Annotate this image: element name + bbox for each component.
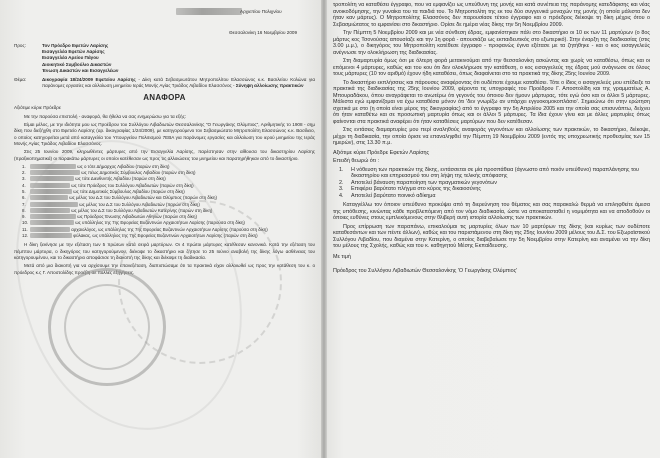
subject-block <box>14 77 315 89</box>
list-number: 2. <box>339 179 344 186</box>
body-paragraph: τροπολίτη να καταθέσει έγγραφο, που να εμφανίζει ως υπεύθυνη της μονής και κατά συνέπεια της παράνομης κατεδάφισης και νέας ανοικοδόμησης, την γυναίκα του τα παιδιά του. Το Μητροπολίτη της εκ του δύο συγγενικά μοναχών της μονής (η οποία μάλιστα δεν ήταν καν μάρτυς). Ο Μητροπολίτης Ελασσόνος δεν παρουσίασε τέτοιο έγγραφο και ο πρόεδρος διέκοψε τη δίκη μέχρις ότου ο Σεβασμιώτατος το εμφανίσει στο δικαστήριο. Ορίσε δε ημέρα νέας δίκης την 5η Νοεμβρίου 2009. <box>333 2 650 28</box>
list-item <box>339 186 650 193</box>
list-number: 12. <box>22 233 29 239</box>
document-heading: ΑΝΑΦΟΡΑ <box>143 93 186 103</box>
list-text: ως μέλος του Δ.Σ του Συλλόγου Λιβαδιωτών και Ολύμπιος (παρών στη δίκη) <box>69 195 217 201</box>
letter-date: Θεσσαλονίκη 16 Νοεμβρίου 2009 <box>229 30 297 35</box>
subject-label: Θέμα: <box>14 77 27 83</box>
body-paragraph: Καταγγέλλω τον όποιον υπεύθυνο προκύψει από τη διερεύνηση του θέματος και σας παρακαλώ θερμά να επιληφθείτε άμεσα της υπόθεσης, κινώντας κάθε προβλεπόμενη από τον νόμο διαδικασία, ώστε να αποκατασταθεί η νομιμότητα και να αποδοθούν οι όποιες ευθύνες στους εμπλεκόμενους στην θλιβερή αυτή ιστορία αλλοίωσης των πρακτικών. <box>333 202 650 222</box>
recipient-line: Τον Πρόεδρο Εφετών Λαρίσης <box>42 43 109 48</box>
redacted-name <box>30 183 70 188</box>
recipient-line: Ένωση Δικαστών και Εισαγγελέων <box>42 67 119 73</box>
salutation: Αξιότιμε κύριε Πρόεδρε Εφετών Λαρίσης <box>333 149 430 156</box>
list-text: ως τότε Πρόεδρος του Συλλόγου Λιβαδιωτών (παρών στη δίκη) <box>71 182 194 188</box>
recipient-label <box>14 68 42 74</box>
body-paragraph: Στις εντάσεις διαμαρτυρίες μου περί αναληθούς αναφοράς γεγονότων και αλλοίωσης των πρακτικών, το δικαστήριο, διέκοψε, μέχρι τη διαδικασία, την οποία όρισε να επαναληφθεί την Πέμπτη 19 Νοεμβρίου 2009 (εντός της υποχρεωτικής προθεσμίας των 15 ημερών), στις 13.30 π.μ. <box>333 127 650 146</box>
body-paragraph: Είμαι μέλος, με την ιδιότητα μου ως Προέδρου του Συλλόγου Λιβαδιωτών Θεσσαλονίκης "Ο Γεωργάκης Ολύμπιος", Αριθμητικής το 1908 - σημ δίκη που διεξήχθη στο Εφετείο Λαρίσης (αρ. δικογραφίας 1/24/2009), με κατηγορούμενο τον Σεβασμιώτατο Μητροπολίτη Ελασσώνος κ.κ. Βασίλειο, ο οποίος κατηγορείται μετά από καταγγελία του Υπουργείου Πολιτισμού 7ΕΒΑ για παράνομες εργασίες και αλλοίωση του ιερού μνημείου της Ιεράς Μονής Αγίας Τριάδος Λιβαδίου Ελασσόνος. <box>14 122 315 146</box>
list-text: ως Πρόεδρος Ένωσης Λιβαδιωτών Αθηνών (παρών στη δίκη) <box>77 214 197 220</box>
redacted-name <box>30 189 72 194</box>
body-paragraph-emphasis: Το δικαστήριο εκπλήσσεις και πάρουσες αναφέροντας ότι ουδέποτε έχουμε καταθέσει. Τότε ο ίδιος ο εισαγγελεύς μου επέδειξε τα πρακτικά της διαδικασίας της 25ης Ιουνίου 2009, φέροντα τις υπογραφές του Προέδρου Γ. Αποστολίδη και της γραμματέως Α. Μπουραδάκου, όπου αναγράφεται το ανωτέρω ότι γεγονός του όποιου δεν ήμουν μάρτυρας, τότε εγώ όσο και οι άλλοι 5 μάρτυρες. Μάλιστα εγώ εμφανίζομαι να έχω καταθέσει μόνον ότι 'δεν γνωρίζω αν υπάρχει εγγυοκομοκοπλάσιο'. Σημειώνω ότι στην ερώτηση σχετικά με στο (η οποία είναι μέρος της δικογραφίας) από το έγγραφο την 5η Απριλίου 2005 και την οποία σας επισυνάπτω, δείχνει ότι ήταν καταθέτω και σε προσωπική μαρτυρία όπως και οι άλλοι 5 μάρτυρες. Τα ίδια έχουν γίνει και με άλλες μαρτυρίες όπως φαίνονται στα πρακτικά αναφέρει ότι ήταν καταθέσεις μαρτύρων που δεν κατέθεσαν. <box>333 79 650 125</box>
list-number: 4. <box>22 182 26 188</box>
body-paragraph: Προς επίρρωση των παραπάνω, επικαλούμαι τις μαρτυρίες όλων των 10 μαρτύρων της δίκης (και κυρίως των ουδέποτε καταθεσάντων και των πέντε άλλων), καθώς και του παριστάμενου στη δίκη της 25ης Ιουνίου 2009 μέλους του Δ.Σ. του Εξωραϊστικού Συλλόγου Λιβαδίου, που διαμένει στην Κατερίνη, ο οποίος διαβεβαίωσε την 5η Νοεμβρίου στην Κατερίνη και αναμένει να την δίκη του μέλους της Σχολής, καθώς και του κ. καθηγητού Μέσης Εκπαίδευσης. <box>333 223 650 250</box>
list-text: ως μέλος του Δ.Σ του Συλλόγου Λιβαδιωτών (παρών στη δίκη) <box>79 201 200 207</box>
right-page <box>323 0 660 458</box>
body-paragraph: Μετά από μια διακοπή για να αρχίσουμε την επανεξέταση, διαπιστώσαμε ότι τα πρακτικά είχαν αλλοιωθεί ως προς την κατάθεση του κ. ο πρόεδρος κ.ς Γ. Αποστολίδης προέβη σε πολλές εξηγήσεις. <box>14 263 315 275</box>
left-page <box>0 0 323 458</box>
list-number: 6. <box>22 195 26 201</box>
list-text: φύλακας, ως υπάλληλος της 7ης Εφορείας Βυζαντινών Αρχαιοτήτων Λαρίσης (παρών στη δίκη) <box>73 233 258 239</box>
body-paragraph: Με την παρούσα επιστολή - αναφορά, θα ήθελα να σας ενημερώσω για τα εξής: <box>24 113 187 119</box>
body-paragraph: Την Πέμπτη 5 Νοεμβρίου 2009 και με νέα σύνθεση έδρας, εμφανίστηκαν πάλι στο δικαστήριο οι 10 εκ των 11 μαρτύρων (ο 8ος μάρτυς κος Τσονούσας απουσίαζε και την 1η φορά - απουσιάζει ως εκπαιδευτικός στο εξωτερικό). Στην έναρξη της διαδικασίας (στις 3.00 μ.μ.), ο δικηγόρος του Μητροπολίτη κατέθεσε έγγραφο - προφανώς έγινα εξέτασε με τα ζητήθηκε - και ο κος εισαγγελεύς ανέγνωσε την ολοκλήρωση της διαδικασίας. <box>333 30 650 56</box>
list-number: 10. <box>22 220 29 226</box>
page-gutter <box>321 0 327 458</box>
list-item <box>339 193 650 200</box>
signature-line: Πρόεδρος του Συλλόγου Λιβαδιωτών Θεσσαλονίκης 'Ο Γεωργάκης Ολύμπιος' <box>333 267 518 274</box>
list-text: ως τότε Διευθυντής Λιβαδίου (παρών στη δίκη) <box>75 176 166 182</box>
list-number: 9. <box>22 214 26 220</box>
redacted-name <box>30 227 70 232</box>
list-text: ως τότε Δημοτικός Σύμβουλος Λιβαδίου (παρών στη δίκη) <box>73 188 185 194</box>
stamp-inner-ring <box>64 284 150 370</box>
redacted-sender <box>176 8 242 15</box>
list-text: Επιφέρει βαρύτατο πλήγμα στο κύρος της δικαιοσύνης <box>351 186 481 193</box>
list-text: ως πέως Δημοτικός Σύμβουλος Λιβαδίου (παρών στη δίκη) <box>81 170 196 176</box>
letter-header <box>14 6 315 22</box>
list-number: 11. <box>22 226 28 232</box>
redacted-name <box>30 195 68 200</box>
list-text: ως ο τότε Δήμαρχος Λιβαδίου (παρών στη δίκη) <box>77 163 170 169</box>
subject-case: Δικογραφία 18/24/2009 Εφετείου Λαρίσης <box>42 77 136 83</box>
list-number: 8. <box>22 207 26 213</box>
stamp-seal <box>48 268 166 386</box>
list-text: ως μέλος του Δ.Σ του Συλλόγου Λιβαδιωτών Κατερίνης (παρών στη δίκη) <box>71 207 213 213</box>
list-number: 3. <box>339 186 344 193</box>
reasons-list <box>339 167 650 200</box>
subject-tail: Σύνηψη αλλοίωσης πρακτικών <box>235 83 304 89</box>
redacted-name <box>30 170 80 175</box>
redacted-name <box>30 233 72 238</box>
body-paragraph: Η δίκη ξεκίνησε με την εξέταση των 5 πρώτων κατά σειρά μαρτύρων. Οι 4 πρώτοι μάρτυρες κατέθεσαν κανονικά. Κατά την εξέταση του πέμπτου μάρτυρα, ο δικηγόρος του κατηγορούμενου, διέκοψε το δικαστήριο και ζήτησε το 25 Ιούνιο αναβολή της δίκης λόγω ασθένειας του κατηγορουμένου, και το δικαστήριο αποφάσισε τη διακοπή της δίκης και διέκοψε τη διαδικασία. <box>14 242 315 260</box>
list-text: Αποτελεί βαρύτατο ποινικό αδίκημα <box>351 192 436 199</box>
redacted-name <box>30 164 76 169</box>
subject-text <box>42 77 315 89</box>
salutation: Αξιότιμε κύριε Πρόεδρε <box>14 105 61 111</box>
list-number: 3. <box>22 176 26 182</box>
list-number: 4. <box>339 192 344 199</box>
recipient-label: Προς: <box>14 43 26 48</box>
body-paragraph: Στη διαμαρτυρία όμως όσι με όλτερη φορά μετακινούμαι από την θεσσαλονίκη ασκώντας και χωρίς να καταθέσω, όπως και οι επόμενοι 4 μάρτυρες, καθώς και του κου ότι δεν ολοκλήρωσε την κατάθεση, ο κος εισαγγελεύς της έδρας μού ανάγνωσε σε όλους τους μάρτυρες (10 τον αριθμό) έχουν ήδη καταθέσει, όπως διαφαίνεται στο τα πρακτικά της δίκης 25ης Ιουνίου 2009. <box>333 58 650 77</box>
body-paragraph: Στις 25 Ιουνίου 2009, κληρωθέντες μάρτυρες από την Εισαγγελία Λαρίσης, παρέστησαν στην αίθουσα του δικαστηρίου Λαρίσης (πραξικοπηματικά) οι παρακάτω μάρτυρες οι οποίοι κατέθεσαν ως προς τις αλλοιώσεις του μνημείου και παρατηρήθηκαν από το δικαστήριο. <box>14 149 315 161</box>
recipient-line: Εισαγγελέα Αρείου Πάγου <box>42 55 99 61</box>
recipient-line: Εισαγγελέα Εφετών Λαρίσης <box>42 49 105 55</box>
list-number: 1. <box>339 166 344 173</box>
list-text: Η νόθευση των πρακτικών της δίκης, εντάσσεται σε μία προσπάθεια (άγνωστο από ποιόν υπεύθυνο) παραπλάνησης του δικαστηρίου και επηρεασμού του στη λήψη της τελικής απόφασης <box>351 166 639 180</box>
sender-city: Αρχιεπίου Πολιχνίου <box>240 9 282 14</box>
list-number: 5. <box>22 188 26 194</box>
subject-description: - Δίκη κατά Σεβασμιωτάτου Μητροπολίτου Ελασσώνος κ.κ. Βασιλείου Κολώνα για παράνομες εργασίες και αλλοίωση μνημείου Ιεράς Μονής Αγίας Τριάδος Λιβαδίου Ελασσόνος - <box>42 77 315 89</box>
list-text: ως υπάλληλος της 7ης Εφορείας Βυζαντινών Αρχαιοτήτων Λαρίσης (παρούσα στη δίκη) <box>75 220 245 226</box>
recipients-block <box>14 43 315 74</box>
regards: Με τιμή <box>333 253 351 260</box>
list-text: αρχαιολόγος, ως υπάλληλος της 7ης Εφορείας Βυζαντινών Αρχαιοτήτων Λαρίσης (παρούσα στη δίκη) <box>71 226 268 232</box>
list-text: Αποτελεί βάναυση παραποίηση των πραγματικών γεγονότων <box>351 179 497 186</box>
redacted-name <box>30 220 74 225</box>
redacted-name <box>30 176 74 181</box>
list-number: 1. <box>22 163 26 169</box>
redacted-name <box>30 202 78 207</box>
recipient-line: Διοικητικό Συμβούλιο Δικαστών <box>42 61 112 67</box>
list-item <box>339 167 650 180</box>
redacted-name <box>30 214 76 219</box>
bullets-intro: Επειδή θεωρώ ότι : <box>333 158 380 164</box>
redacted-name <box>30 208 70 213</box>
list-number: 7. <box>22 201 26 207</box>
list-number: 2. <box>22 170 26 176</box>
